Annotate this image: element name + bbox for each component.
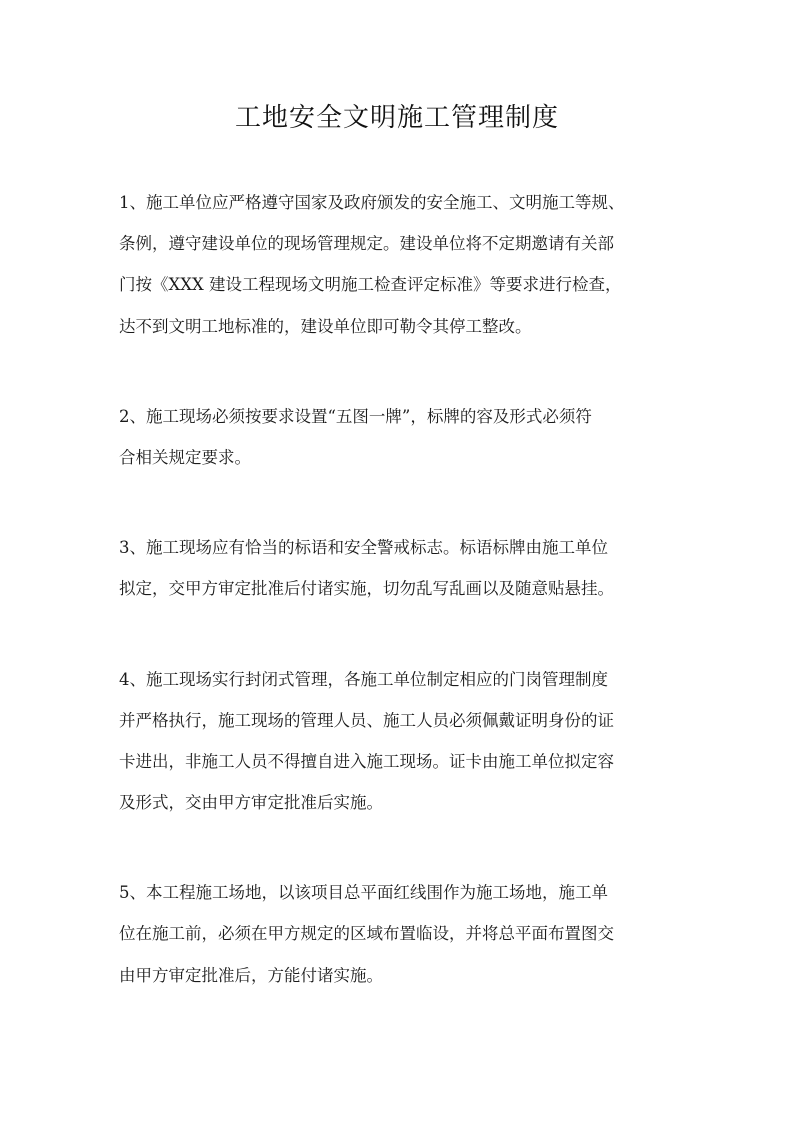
paragraph-1	[119, 182, 681, 347]
paragraph-5	[119, 872, 681, 996]
paragraph-line: 4、施工现场实行封闭式管理，各施工单位制定相应的门岗管理制度	[119, 669, 608, 689]
document-title: 工地安全文明施工管理制度	[234, 103, 559, 133]
paragraph-line: 3、施工现场应有恰当的标语和安全警戒标志。标语标牌由施工单位	[119, 538, 608, 558]
paragraph-3	[119, 527, 681, 609]
paragraph-4	[119, 659, 681, 824]
paragraph-line: 门按《XXX 建设工程现场文明施工检查评定标准》等要求进行检查，	[119, 275, 622, 295]
paragraph-line: 位在施工前，必须在甲方规定的区域布置临设，并将总平面布置图交	[119, 924, 614, 944]
paragraph-line: 1、施工单位应严格遵守国家及政府颁发的安全施工、文明施工等规、	[119, 193, 625, 212]
document-body	[119, 182, 681, 1045]
paragraph-line: 拟定，交甲方审定批准后付诸实施，切勿乱写乱画以及随意贴悬挂。	[119, 579, 614, 599]
paragraph-line: 达不到文明工地标准的，建设单位即可勒令其停工整改。	[119, 316, 532, 336]
paragraph-line: 并严格执行，施工现场的管理人员、施工人员必须佩戴证明身份的证	[119, 710, 614, 730]
paragraph-line: 2、施工现场必须按要求设置“五图一牌”，标牌的容及形式必须符	[119, 406, 592, 426]
paragraph-line: 条例，遵守建设单位的现场管理规定。建设单位将不定期邀请有关部	[119, 234, 614, 254]
paragraph-line: 卡进出，非施工人员不得擅自进入施工现场。证卡由施工单位拟定容	[119, 751, 614, 771]
paragraph-line: 及形式，交由甲方审定批准后实施。	[119, 793, 383, 813]
paragraph-line: 5、本工程施工场地，以该项目总平面红线围作为施工场地，施工单	[119, 883, 608, 903]
paragraph-line: 由甲方审定批准后，方能付诸实施。	[119, 965, 383, 985]
paragraph-2	[119, 396, 681, 478]
paragraph-line: 合相关规定要求。	[119, 447, 251, 467]
